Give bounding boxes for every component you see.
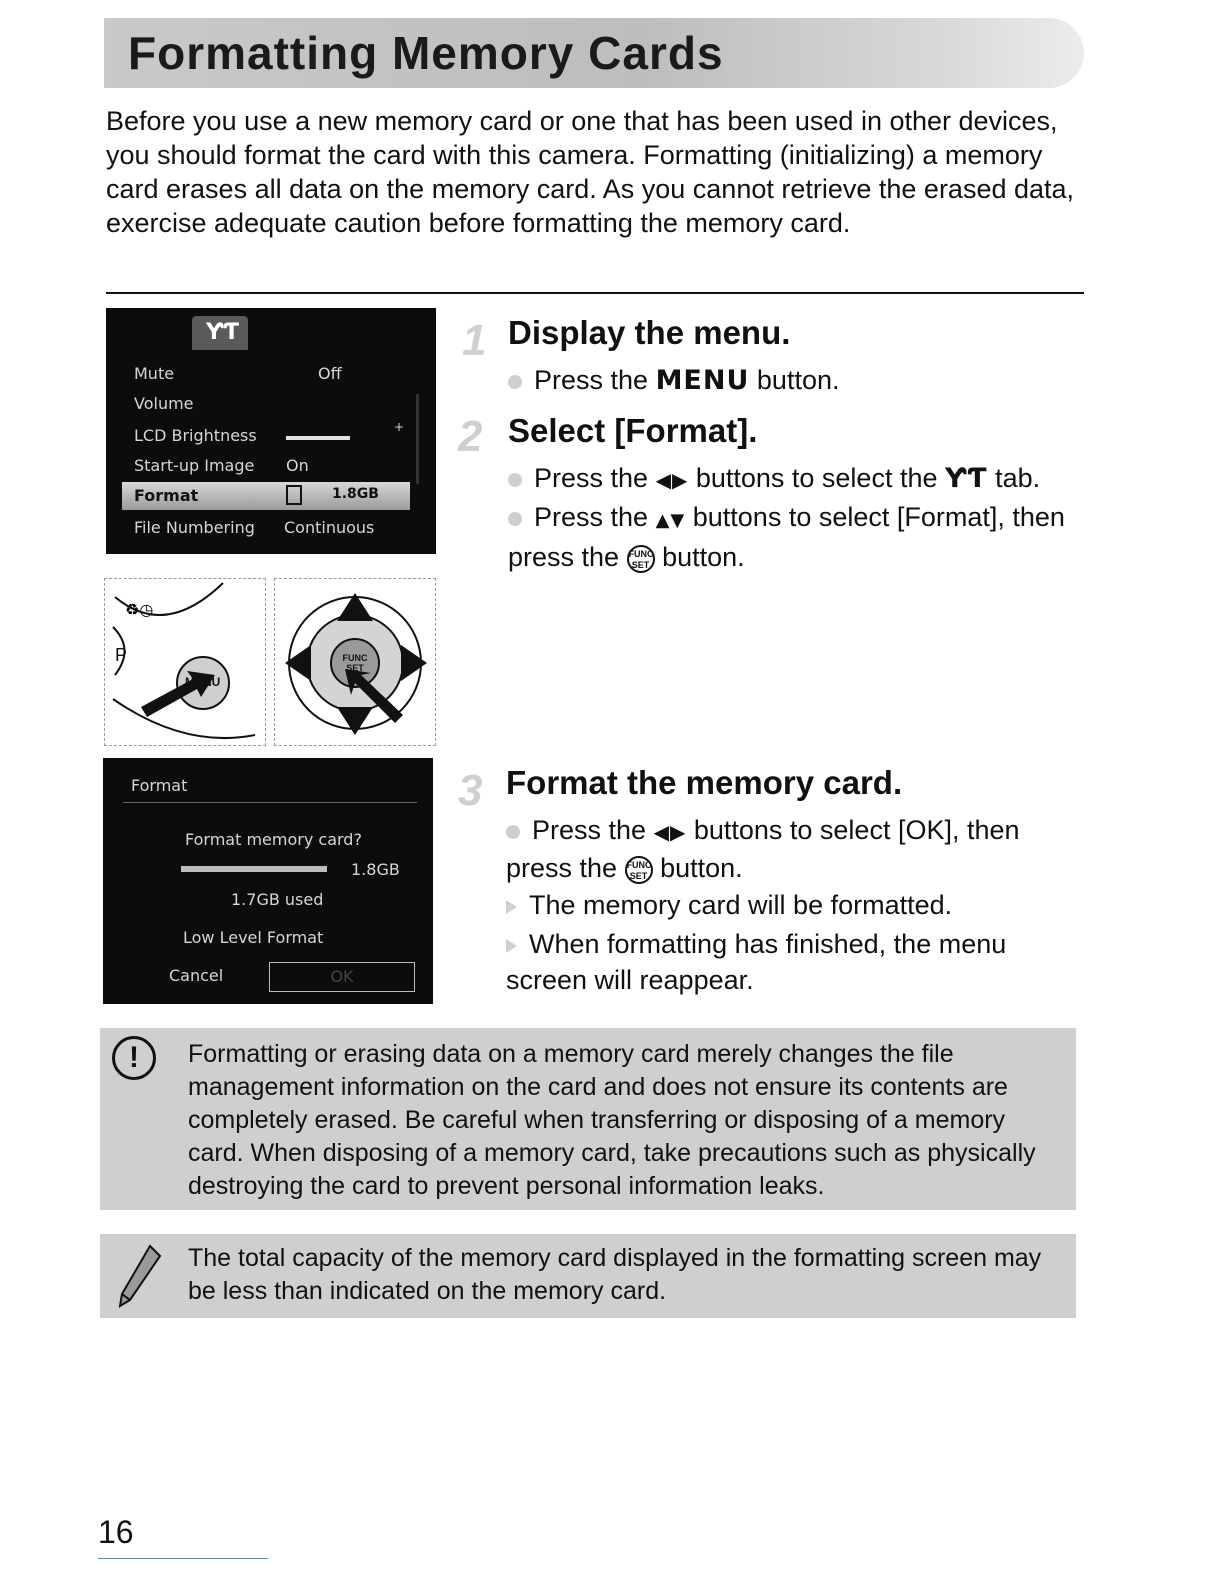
func-set-label: FUNC SET xyxy=(342,653,368,673)
brightness-bar xyxy=(286,436,350,440)
card-icon xyxy=(286,485,302,505)
left-right-arrows-icon: ◀▶ xyxy=(653,820,687,844)
caution-icon: ! xyxy=(112,1036,156,1080)
step-2-bullet-1: Press the ◀▶ buttons to select the ƳƬ tab. xyxy=(508,460,1040,498)
capacity-value: 1.8GB xyxy=(351,860,400,879)
divider xyxy=(106,292,1084,294)
bullet-dot xyxy=(508,375,522,389)
menu-value-format: 1.8GB xyxy=(332,486,379,502)
menu-scrollbar xyxy=(416,394,419,484)
format-screen-image xyxy=(103,758,433,1004)
menu-button-illustration xyxy=(104,578,266,746)
menu-row-brightness: LCD Brightness xyxy=(134,426,257,445)
p-label: P xyxy=(115,645,128,665)
menu-screen-image xyxy=(106,308,436,554)
result-arrow-icon xyxy=(506,939,517,953)
ok-option: OK xyxy=(269,962,415,992)
step-2-bullet-2: Press the ▲▼ buttons to select [Format], then press the FUNC SET button. xyxy=(508,502,1065,572)
menu-value-startup: On xyxy=(286,456,309,475)
pencil-icon xyxy=(116,1244,162,1310)
left-right-arrows-icon: ◀▶ xyxy=(655,468,689,492)
intro-paragraph: Before you use a new memory card or one that has been used in other devices, you should format the card with this camera. Formatting (initializing) a memory card erases all data on the memory card. As you cannot retrieve the erased data, exercise adequate caution before formatting the memory card. xyxy=(106,106,1075,238)
step-1-bullet-1: Press the MENU button. xyxy=(508,362,839,399)
tools-tab-icon: ƳƬ xyxy=(206,320,240,345)
menu-value-brightness: + xyxy=(394,420,405,434)
format-header: Format xyxy=(131,776,188,795)
func-set-icon: FUNC SET xyxy=(627,545,655,573)
step-3-title: Format the memory card. xyxy=(506,764,903,801)
menu-row-numbering: File Numbering xyxy=(134,518,255,537)
step-3-result-2: When formatting has finished, the menu screen will reappear. xyxy=(506,929,1007,995)
page-number: 16 xyxy=(98,1514,134,1550)
bullet-dot xyxy=(508,512,522,526)
page-title: Formatting Memory Cards xyxy=(128,27,724,79)
step-1-title: Display the menu. xyxy=(508,314,791,351)
result-arrow-icon xyxy=(506,900,517,914)
note-text: The total capacity of the memory card displayed in the formatting screen may be less than indicated on the memory card. xyxy=(188,1244,1042,1305)
up-down-arrows-icon: ▲▼ xyxy=(655,510,686,531)
step-3-number: 3 xyxy=(458,766,483,815)
tools-tab-icon: ƳƬ xyxy=(945,463,988,494)
step-2-title: Select [Format]. xyxy=(508,412,758,449)
menu-row-format: Format xyxy=(134,486,199,505)
step-1-number: 1 xyxy=(462,316,487,365)
menu-button-label: MENU xyxy=(185,675,221,689)
low-level-format: Low Level Format xyxy=(183,928,324,947)
bullet-dot xyxy=(508,473,522,487)
step-3-bullet-1: Press the ◀▶ buttons to select [OK], then press the FUNC SET button. xyxy=(506,815,1020,883)
header-divider xyxy=(123,802,417,803)
capacity-bar xyxy=(181,866,327,872)
func-set-icon: FUNC SET xyxy=(625,856,653,884)
menu-value-numbering: Continuous xyxy=(284,518,375,537)
dial-illustration xyxy=(274,578,436,746)
caution-text: Formatting or erasing data on a memory card merely changes the file management information on the card and does not ensure its contents are completely erased. Be careful when transferring or disposing of a memory card. When disposing of a memory card, take precautions such as physically destroying the card to prevent personal information leaks. xyxy=(188,1040,1036,1200)
svg-text:♻◷: ♻◷ xyxy=(125,600,154,619)
menu-row-mute: Mute xyxy=(134,364,175,383)
menu-row-volume: Volume xyxy=(134,394,194,413)
menu-value-mute: Off xyxy=(318,364,342,383)
page-number-underline xyxy=(98,1558,268,1559)
menu-row-startup: Start-up Image xyxy=(134,456,255,475)
format-question: Format memory card? xyxy=(185,830,362,849)
menu-key: MENU xyxy=(655,365,750,396)
step-3-result-1: The memory card will be formatted. xyxy=(506,887,952,923)
cancel-option: Cancel xyxy=(169,966,224,985)
step-2-number: 2 xyxy=(458,412,483,461)
bullet-dot xyxy=(506,825,520,839)
menu-button-drawing xyxy=(105,579,265,745)
used-value: 1.7GB used xyxy=(231,890,324,909)
